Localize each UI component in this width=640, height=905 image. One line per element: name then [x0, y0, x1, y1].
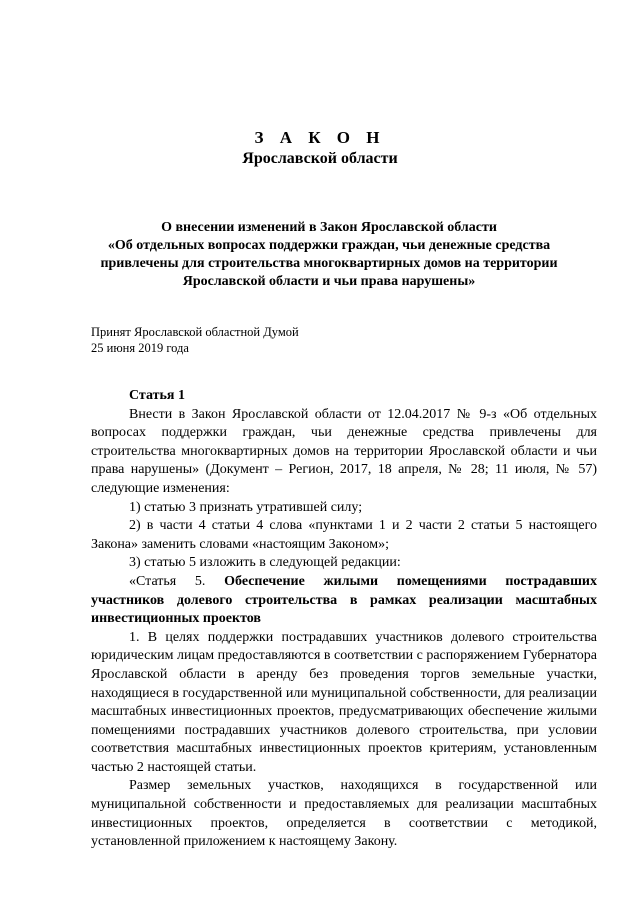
quoted-article-title: Обеспечение жилыми помещениями пострадавших участников долевого строительства в рамках реализации масштабных инвестиционных проектов: [91, 573, 597, 627]
article-heading: Статья 1: [129, 388, 185, 403]
quoted-paragraph-1: 1. В целях поддержки пострадавших участников долевого строительства юридическим лицам предоставляются в соответствии с распоряжением Губернатора Ярославской области в аренду без проведения торгов земельные участки, находящиеся в государственной или муниципальной собственности, для реализации масштабных инвестиционных проектов, предусматривающих обеспечение жилыми помещениями пострадавших участников долевого строительства, при условии соответствия масштабных инвестиционных проектов критериям, установленным частью 2 настоящей статьи.: [91, 629, 597, 775]
law-heading: З А К О Н: [254, 128, 386, 147]
title-line-2: «Об отдельных вопросах поддержки граждан, чьи денежные средства: [107, 238, 551, 253]
amendment-item-2: 2) в части 4 статьи 4 слова «пунктами 1 и 2 части 2 статьи 5 настоящего Закона» заменить словами «настоящим Законом»;: [91, 518, 597, 552]
title-line-4: Ярославской области и чьи права нарушены»: [182, 274, 476, 289]
adoption-date: 25 июня 2019 года: [91, 341, 189, 355]
quoted-paragraph-2: Размер земельных участков, находящихся в государственной или муниципальной собственности и предоставляемых для реализации масштабных инвестиционных проектов, определяется в соответствии с методикой, установленной приложением к настоящему Закону.: [91, 778, 597, 850]
quoted-article-heading: [91, 573, 597, 629]
quoted-article-number: «Статья 5.: [129, 573, 225, 589]
adoption-body: Принят Ярославской областной Думой: [91, 325, 299, 339]
law-region: Ярославской области: [242, 150, 398, 167]
article-intro: Внести в Закон Ярославской области от 12.04.2017 № 9-з «Об отдельных вопросах поддержки граждан, чьи денежные средства привлечены для строительства многоквартирных домов на территории Ярославской области и чьи права нарушены» (Документ – Регион, 2017, 18 апреля, № 28; 11 июля, № 57) следующие изменения:: [91, 406, 597, 496]
article-body: [91, 387, 597, 852]
title-line-1: О внесении изменений в Закон Ярославской области: [161, 220, 497, 235]
adoption-note: [91, 324, 299, 356]
amendment-item-3: 3) статью 5 изложить в следующей редакции:: [129, 555, 401, 571]
title-line-3: привлечены для строительства многоквартирных домов на территории: [100, 256, 558, 271]
amendment-item-1: 1) статью 3 признать утратившей силу;: [129, 499, 363, 515]
document-title: [60, 219, 598, 291]
